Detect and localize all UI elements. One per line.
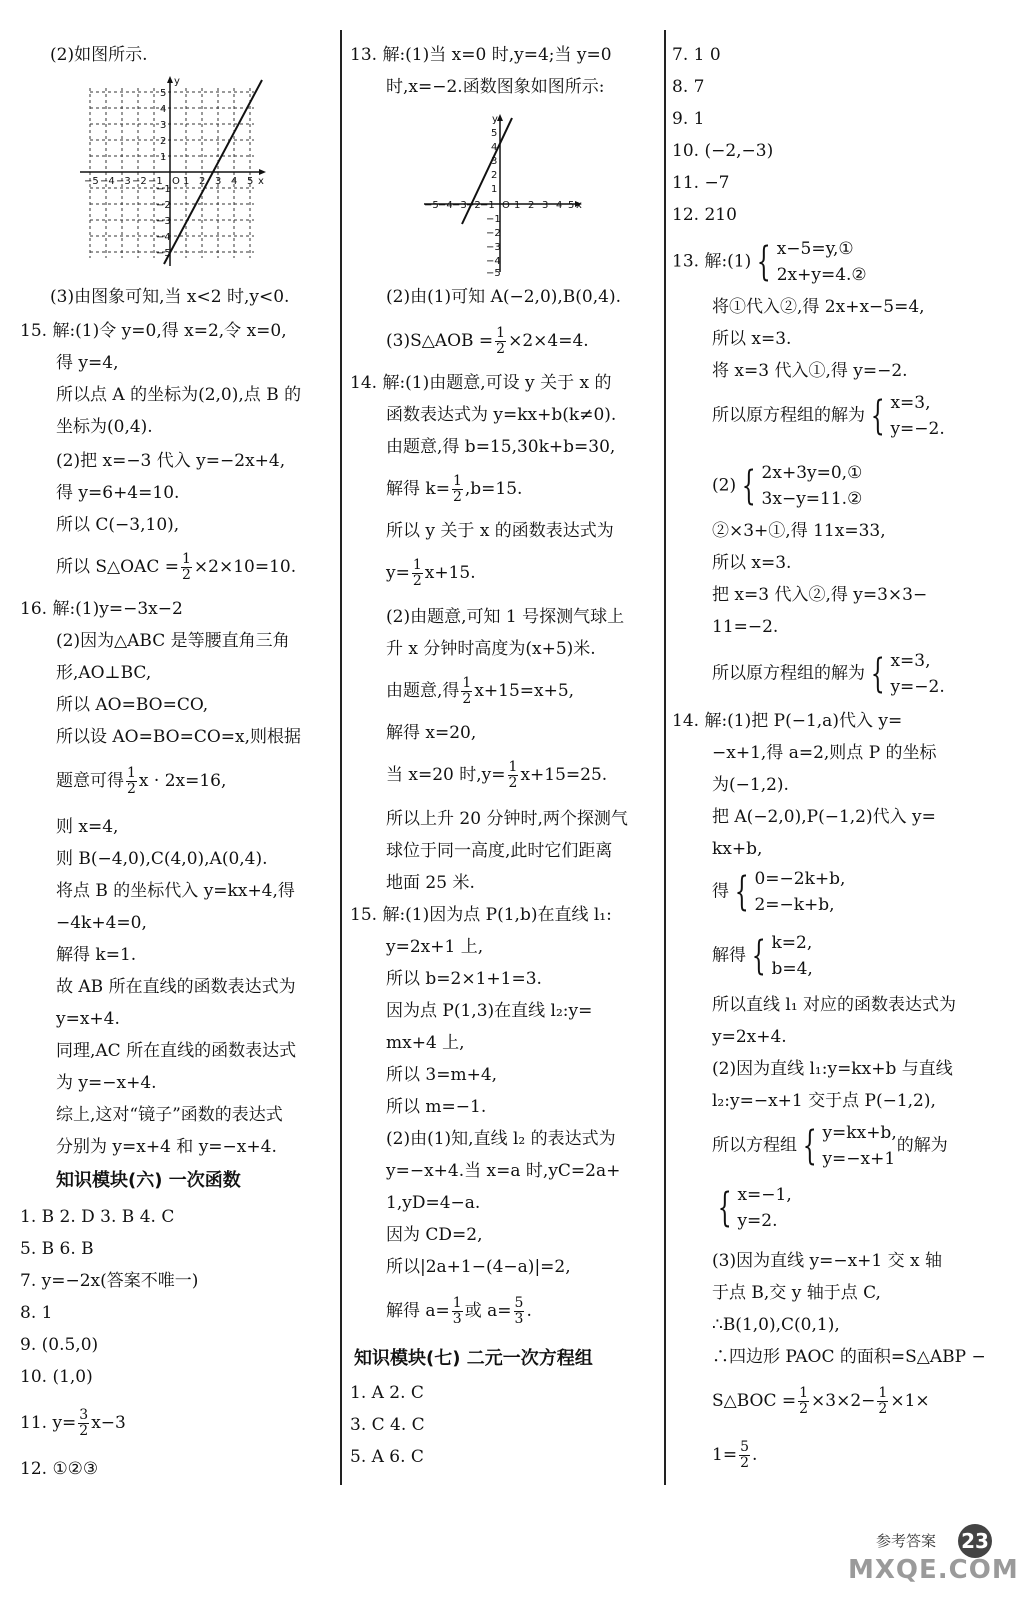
x-tick-label: 4: [556, 200, 563, 211]
y-tick-label: −1: [486, 214, 501, 225]
text-line: 所以 b=2×1+1=3.: [386, 969, 542, 989]
text-line: y=−x+4.当 x=a 时,yC=2a+: [386, 1161, 621, 1181]
text-line: 因为 CD=2,: [386, 1225, 483, 1245]
y-tick-label: −5: [156, 248, 171, 259]
text-line: 所以直线 l₁ 对应的函数表达式为: [712, 995, 957, 1015]
text-line: 所以 x=3.: [712, 329, 792, 349]
x-tick-label: −3: [116, 176, 131, 187]
x-tick-label: −4: [100, 176, 115, 187]
x-tick-label: −2: [466, 200, 481, 211]
text-line: l₂:y=−x+1 交于点 P(−1,2),: [712, 1091, 936, 1111]
text-line: 形,AO⊥BC,: [56, 663, 152, 683]
y-tick-label: −4: [156, 232, 171, 243]
x-tick-label: 2: [528, 200, 535, 211]
text-line: 解得 a= $\frac{1}{3}$ 或 a= $\frac{5}{3}$ .: [386, 1295, 532, 1327]
text-line: 则 x=4,: [56, 817, 119, 837]
text-line: 所以 y 关于 x 的函数表达式为: [386, 521, 614, 541]
text-line: 16. 解:(1)y=−3x−2: [20, 599, 183, 619]
y-axis-label: y: [174, 76, 180, 87]
answer-line: 7. 1 0: [672, 45, 721, 65]
x-tick-label: 5: [247, 176, 254, 187]
x-axis-label: x: [576, 200, 582, 211]
text-line: 1,yD=4−a.: [386, 1193, 481, 1213]
text-line: y=2x+1 上,: [386, 937, 484, 957]
text-line: 15. 解:(1)因为点 P(1,b)在直线 l₁:: [350, 905, 612, 925]
equation-system: 所以原方程组的解为 { x=3, y=−2.: [712, 651, 945, 697]
answer-line: 8. 1: [20, 1303, 53, 1323]
text-line: 故 AB 所在直线的函数表达式为: [56, 977, 296, 997]
text-line: ②×3+①,得 11x=33,: [712, 521, 886, 541]
text-line: 分别为 y=x+4 和 y=−x+4.: [56, 1137, 277, 1157]
text-line: 则 B(−4,0),C(4,0),A(0,4).: [56, 849, 268, 869]
text-line: (3)S△AOB = $\frac{1}{2}$ ×2×4=4.: [386, 325, 589, 357]
x-tick-label: 4: [231, 176, 238, 187]
text-line: 解得 x=20,: [386, 723, 477, 743]
text-line: 函数表达式为 y=kx+b(k≠0).: [386, 405, 617, 425]
text-line: 所以点 A 的坐标为(2,0),点 B 的: [56, 385, 302, 405]
text-line: (2)如图所示.: [50, 45, 148, 65]
text-line: 所以 AO=BO=CO,: [56, 695, 209, 715]
answer-line: 9. (0.5,0): [20, 1335, 99, 1355]
text-line: 当 x=20 时,y= $\frac{1}{2}$ x+15=25.: [386, 759, 608, 791]
section-heading: 知识模块(六) 一次函数: [56, 1170, 241, 1191]
text-line: 所以设 AO=BO=CO=x,则根据: [56, 727, 302, 747]
text-line: (2)由题意,可知 1 号探测气球上: [386, 607, 625, 627]
y-axis-label: y: [492, 114, 498, 125]
answer-line: 9. 1: [672, 109, 705, 129]
text-line: (2)由(1)知,直线 l₂ 的表达式为: [386, 1129, 616, 1149]
page-number: 23: [958, 1524, 992, 1558]
graph-y-equals-2x-minus-4: [70, 74, 270, 270]
x-tick-label: 1: [514, 200, 521, 211]
text-line: y=x+4.: [56, 1009, 120, 1029]
text-line: 把 A(−2,0),P(−1,2)代入 y=: [712, 807, 936, 827]
text-line: 同理,AC 所在直线的函数表达式: [56, 1041, 297, 1061]
equation-system: 所以方程组 { y=kx+b, y=−x+1的解为: [712, 1123, 948, 1169]
x-tick-label: −5: [84, 176, 99, 187]
y-tick-label: −3: [486, 242, 501, 253]
text-line: 坐标为(0,4).: [56, 417, 153, 437]
text-line: (2)把 x=−3 代入 y=−2x+4,: [56, 451, 286, 471]
y-tick-label: 1: [160, 152, 167, 163]
section-heading: 知识模块(七) 二元一次方程组: [354, 1348, 593, 1369]
text-line: ∴B(1,0),C(0,1),: [712, 1315, 840, 1335]
text-line: 时,x=−2.函数图象如图所示:: [386, 77, 605, 97]
equation-system: (2) { 2x+3y=0,① 3x−y=11.②: [712, 463, 863, 509]
text-line: 所以 x=3.: [712, 553, 792, 573]
y-tick-label: 2: [491, 170, 498, 181]
text-line: 所以 C(−3,10),: [56, 515, 180, 535]
text-line: (2)由(1)可知 A(−2,0),B(0,4).: [386, 287, 621, 307]
y-tick-label: −3: [156, 216, 171, 227]
text-line: 13. 解:(1)当 x=0 时,y=4;当 y=0: [350, 45, 612, 65]
x-tick-label: −4: [438, 200, 453, 211]
text-line: −x+1,得 a=2,则点 P 的坐标: [712, 743, 937, 763]
text-line: 所以 S△OAC = $\frac{1}{2}$ ×2×10=10.: [56, 551, 297, 583]
answer-line: 12. ①②③: [20, 1459, 99, 1479]
column-divider-2: [664, 30, 666, 1485]
text-line: 题意可得 $\frac{1}{2}$ x · 2x=16,: [56, 765, 227, 797]
answer-line: 11. −7: [672, 173, 730, 193]
text-line: 得 y=6+4=10.: [56, 483, 180, 503]
y-tick-label: 3: [160, 120, 167, 131]
text-line: 综上,这对“镜子”函数的表达式: [56, 1105, 283, 1125]
text-line: kx+b,: [712, 839, 763, 859]
text-line: 为 y=−x+4.: [56, 1073, 157, 1093]
text-line: (2)因为直线 l₁:y=kx+b 与直线: [712, 1059, 953, 1079]
answer-line: 1. A 2. C: [350, 1383, 424, 1403]
y-tick-label: 4: [160, 104, 167, 115]
x-tick-label: −2: [132, 176, 147, 187]
origin-label: O: [172, 176, 180, 187]
text-line: (3)因为直线 y=−x+1 交 x 轴: [712, 1251, 943, 1271]
x-tick-label: 1: [183, 176, 190, 187]
answer-line: 8. 7: [672, 77, 705, 97]
column-divider-1: [340, 30, 342, 1485]
x-tick-label: 3: [215, 176, 222, 187]
text-line: 所以上升 20 分钟时,两个探测气: [386, 809, 628, 829]
text-line: 由题意,得 b=15,30k+b=30,: [386, 437, 616, 457]
origin-label: O: [502, 200, 510, 211]
text-line: 于点 B,交 y 轴于点 C,: [712, 1283, 881, 1303]
text-line: y= $\frac{1}{2}$ x+15.: [386, 557, 476, 589]
text-line: 14. 解:(1)由题意,可设 y 关于 x 的: [350, 373, 612, 393]
text-line: 11=−2.: [712, 617, 779, 637]
text-line: ∴四边形 PAOC 的面积=S△ABP −: [712, 1347, 986, 1367]
answer-line: 3. C 4. C: [350, 1415, 425, 1435]
text-line: 地面 25 米.: [386, 873, 475, 893]
x-tick-label: −1: [480, 200, 495, 211]
y-tick-label: 1: [491, 184, 498, 195]
text-line: 为(−1,2).: [712, 775, 789, 795]
text-line: 14. 解:(1)把 P(−1,a)代入 y=: [672, 711, 903, 731]
y-tick-label: 5: [160, 88, 167, 99]
text-line: (2)因为△ABC 是等腰直角三角: [56, 631, 290, 651]
answer-line: 10. (1,0): [20, 1367, 93, 1387]
text-line: 1= $\frac{5}{2}$ .: [712, 1439, 758, 1471]
graph-y-equals-2x-plus-4: [420, 112, 590, 276]
y-tick-label: 5: [491, 128, 498, 139]
text-line: 将点 B 的坐标代入 y=kx+4,得: [56, 881, 295, 901]
text-line: 因为点 P(1,3)在直线 l₂:y=: [386, 1001, 593, 1021]
text-line: mx+4 上,: [386, 1033, 465, 1053]
text-line: 得 y=4,: [56, 353, 119, 373]
equation-system: 所以原方程组的解为 { x=3, y=−2.: [712, 393, 945, 439]
text-line: 由题意,得 $\frac{1}{2}$ x+15=x+5,: [386, 675, 575, 707]
answer-line: 12. 210: [672, 205, 737, 225]
y-tick-label: −2: [486, 228, 501, 239]
x-tick-label: 2: [199, 176, 206, 187]
equation-system: { x=−1, y=2.: [717, 1185, 792, 1231]
answer-line: 5. A 6. C: [350, 1447, 424, 1467]
text-line: 把 x=3 代入②,得 y=3×3−: [712, 585, 928, 605]
equation-system: 13. 解:(1) { x−5=y,① 2x+y=4.②: [672, 239, 867, 285]
text-line: 解得 k=1.: [56, 945, 137, 965]
x-tick-label: −3: [452, 200, 467, 211]
text-line: −4k+4=0,: [56, 913, 147, 933]
answer-line: 11. y= $\frac{3}{2}$ x−3: [20, 1407, 126, 1439]
footer-label: 参考答案: [876, 1532, 937, 1550]
y-tick-label: −4: [486, 256, 501, 267]
equation-system: 解得 { k=2, b=4,: [712, 933, 813, 979]
text-line: 将①代入②,得 2x+x−5=4,: [712, 297, 925, 317]
text-line: S△BOC = $\frac{1}{2}$ ×3×2− $\frac{1}{2}$ ×1×: [712, 1385, 930, 1417]
answer-line: 10. (−2,−3): [672, 141, 774, 161]
y-tick-label: 3: [491, 156, 498, 167]
y-tick-label: 2: [160, 136, 167, 147]
text-line: 所以 3=m+4,: [386, 1065, 498, 1085]
text-line: 将 x=3 代入①,得 y=−2.: [712, 361, 908, 381]
answer-line: 5. B 6. B: [20, 1239, 94, 1259]
text-line: 球位于同一高度,此时它们距离: [386, 841, 613, 861]
y-tick-label: −1: [156, 184, 171, 195]
y-tick-label: 4: [491, 142, 498, 153]
y-tick-label: −5: [486, 268, 501, 276]
x-tick-label: −1: [148, 176, 163, 187]
y-tick-label: −2: [156, 200, 171, 211]
text-line: y=2x+4.: [712, 1027, 787, 1047]
text-line: 15. 解:(1)令 y=0,得 x=2,令 x=0,: [20, 321, 287, 341]
text-line: 升 x 分钟时高度为(x+5)米.: [386, 639, 596, 659]
x-tick-label: −5: [424, 200, 439, 211]
watermark: MXQE.COM: [848, 1555, 1019, 1585]
text-line: 所以|2a+1−(4−a)|=2,: [386, 1257, 571, 1277]
equation-system: 得 { 0=−2k+b, 2=−k+b,: [712, 869, 846, 915]
x-tick-label: 5: [568, 200, 575, 211]
answer-line: 1. B 2. D 3. B 4. C: [20, 1207, 175, 1227]
text-line: 所以 m=−1.: [386, 1097, 487, 1117]
text-line: (3)由图象可知,当 x<2 时,y<0.: [50, 287, 290, 307]
text-line: 解得 k= $\frac{1}{2}$ ,b=15.: [386, 473, 523, 505]
x-tick-label: 3: [542, 200, 549, 211]
x-axis-label: x: [258, 176, 264, 187]
answer-line: 7. y=−2x(答案不唯一): [20, 1271, 199, 1291]
